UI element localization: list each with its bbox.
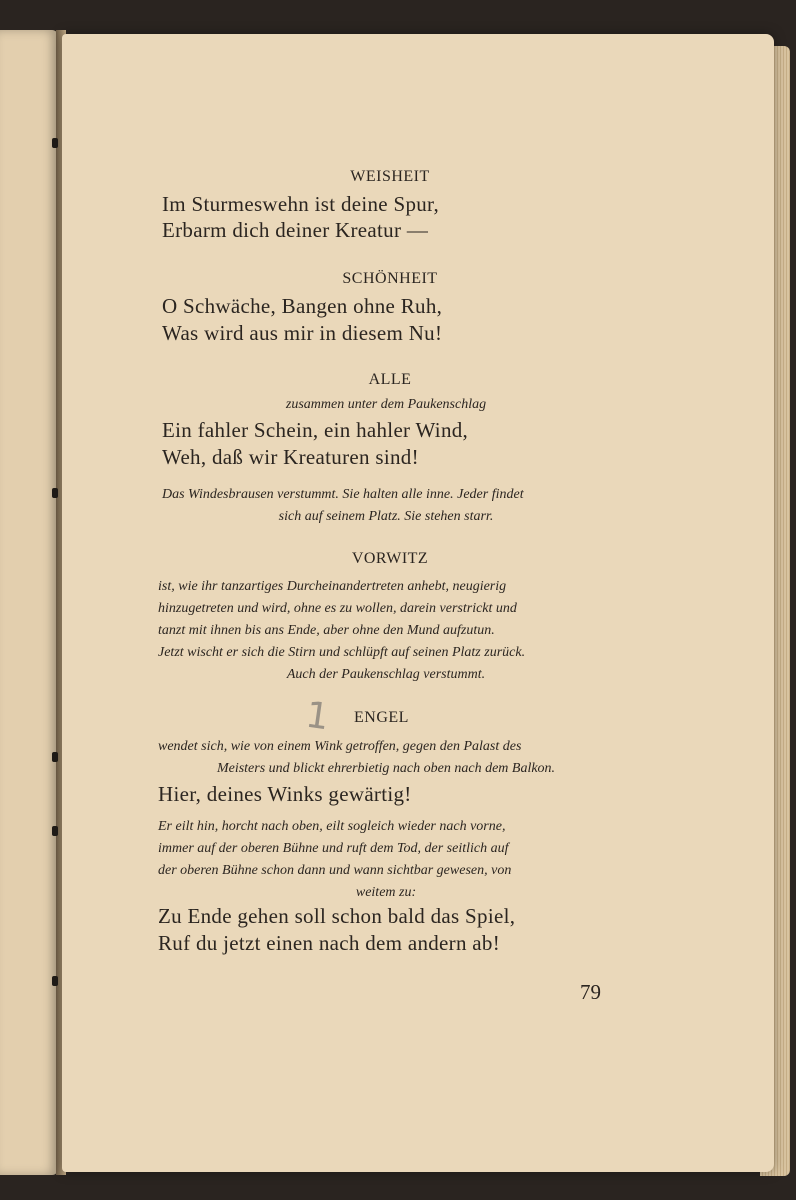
verse-line: Ruf du jetzt einen nach dem andern ab! [158,931,501,955]
speaker-heading: VORWITZ [351,550,429,567]
stage-direction: tanzt mit ihnen bis ans Ende, aber ohne den Mund aufzutun. [158,623,495,638]
pencil-annotation: 1 [303,694,332,739]
verse-line: Erbarm dich deiner Kreatur — [162,218,429,242]
stage-direction: Auch der Paukenschlag verstummt. [286,667,486,682]
stage-direction: Meisters und blickt ehrerbietig nach oben nach dem Balkon. [216,761,556,776]
verse-line: Ein fahler Schein, ein hahler Wind, [162,418,469,442]
verse-line: Im Sturmeswehn ist deine Spur, [162,192,440,216]
speaker-heading: ENGEL [354,709,409,726]
verse-line: Zu Ende gehen soll schon bald das Spiel, [158,904,516,928]
verse-line: Was wird aus mir in diesem Nu! [162,321,443,345]
stage-direction: Jetzt wischt er sich die Stirn und schlüpft auf seinen Platz zurück. [158,645,526,660]
stage-direction: weitem zu: [355,885,417,900]
speaker-heading: WEISHEIT [350,168,430,185]
speaker-heading: ALLE [368,371,412,388]
verse-line: O Schwäche, Bangen ohne Ruh, [162,294,443,318]
speaker-heading: SCHÖNHEIT [342,270,438,287]
stage-direction: Das Windesbrausen verstummt. Sie halten alle inne. Jeder findet [162,487,524,502]
stage-direction: Er eilt hin, horcht nach oben, eilt sogleich wieder nach vorne, [158,819,506,834]
stage-direction: zusammen unter dem Paukenschlag [285,397,487,412]
stage-direction: wendet sich, wie von einem Wink getroffen, gegen den Palast des [158,739,522,754]
page-number: 79 [580,980,601,1004]
stage-direction: ist, wie ihr tanzartiges Durcheinandertreten anhebt, neugierig [158,579,507,594]
verse-line: Hier, deines Winks gewärtig! [158,782,412,806]
stage-direction: sich auf seinem Platz. Sie stehen starr. [278,509,494,524]
stage-direction: der oberen Bühne schon dann und wann sichtbar gewesen, von [158,863,512,878]
verse-line: Weh, daß wir Kreaturen sind! [162,445,419,469]
stage-direction: immer auf der oberen Bühne und ruft dem Tod, der seitlich auf [158,841,509,856]
stage-direction: hinzugetreten und wird, ohne es zu wollen, darein verstrickt und [158,601,517,616]
